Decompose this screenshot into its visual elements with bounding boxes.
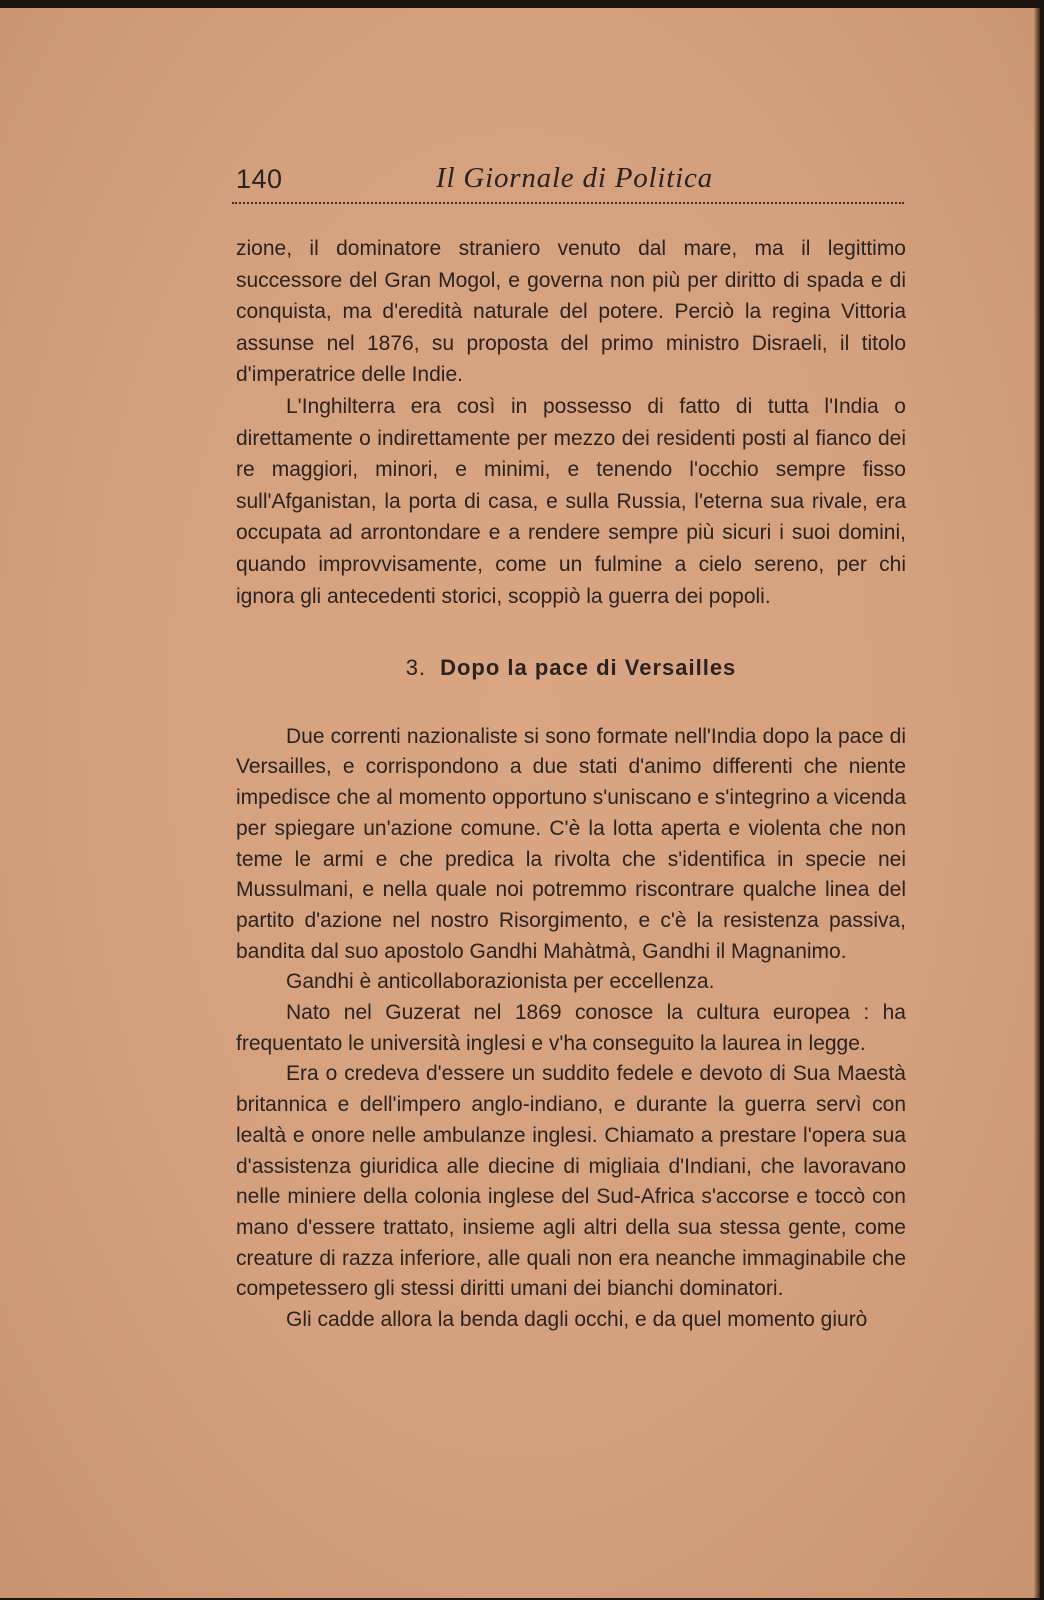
header-dotted-rule	[232, 202, 904, 204]
book-page	[0, 8, 1040, 1598]
section-body	[236, 722, 906, 1336]
running-title: Il Giornale di Politica	[436, 162, 713, 194]
paragraph: L'Inghilterra era così in possesso di fatto di tutta l'India o direttamente o indirettamente per mezzo dei residenti posti al fianco dei re maggiori, minori, e minimi, e tenendo l'occhio sempre fisso sull'Afganistan, la porta di casa, e sulla Russia, l'eterna sua rivale, era occupata ad arrontondare e a rendere sempre più sicuri i suoi domini, quando improvvisamente, come un fulmine a cielo sereno, per chi ignora gli antecedenti storici, scoppiò la guerra dei popoli.	[236, 394, 906, 608]
paragraph: Era o credeva d'essere un suddito fedele e devoto di Sua Maestà britannica e dell'impero anglo-indiano, e durante la guerra servì con lealtà e onore nelle ambulanze inglesi. Chiamato a prestare l'opera sua d'assistenza giuridica alle diecine di migliaia d'Indiani, che lavoravano nelle miniere della colonia inglese del Sud-Africa s'accorse e toccò con mano d'essere trattato, insieme agli altri della sua stessa gente, come creature di razza inferiore, alle quali non era neanche immaginabile che competessero gli stessi diritti umani dei bianchi dominatori.	[236, 1062, 906, 1301]
paragraph: Due correnti nazionaliste si sono formate nell'India dopo la pace di Versailles, e corrispondono a due stati d'animo differenti che niente impedisce che al momento opportuno s'uniscano e s'integrino a vicenda per spiegare un'azione comune. C'è la lotta aperta e violenta che non teme le armi e che predica la rivolta che s'identifica in specie nei Mussulmani, e nella quale noi potremmo riscontrare qualche linea del partito d'azione nel nostro Risorgimento, e c'è la resistenza passiva, bandita dal suo apostolo Gandhi Mahàtmà, Gandhi il Magnanimo.	[236, 724, 906, 963]
section-heading	[236, 652, 906, 684]
paragraph: Nato nel Guzerat nel 1869 conosce la cultura europea : ha frequentato le università inglesi e v'ha conseguito la laurea in legge.	[236, 1001, 906, 1055]
section-title: Dopo la pace di Versailles	[440, 655, 737, 681]
page-number: 140	[236, 164, 283, 194]
section-number: 3.	[405, 655, 427, 681]
page-edge-shadow	[1034, 8, 1040, 1598]
paragraph: Gandhi è anticollaborazionista per eccellenza.	[286, 970, 715, 994]
paragraph-continued: zione, il dominatore straniero venuto dal mare, ma il legittimo successore del Gran Mogol, e governa non più per diritto di spada e di conquista, ma d'eredità naturale del potere. Perciò la regina Vittoria assunse nel 1876, su proposta del primo ministro Disraeli, il titolo d'imperatrice delle Indie.	[236, 237, 906, 387]
page-header	[236, 158, 906, 198]
paragraph: Gli cadde allora la benda dagli occhi, e da quel momento giurò	[286, 1308, 868, 1332]
body-text	[236, 233, 906, 1336]
